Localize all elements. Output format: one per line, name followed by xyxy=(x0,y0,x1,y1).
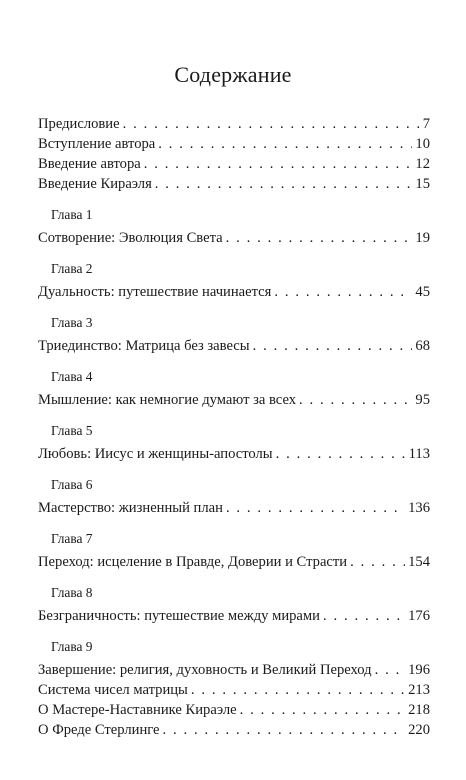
dot-leader xyxy=(226,498,405,518)
dot-leader xyxy=(158,134,412,154)
toc-entry-page: 113 xyxy=(408,446,430,462)
toc-entry-label: Мастерство: жизненный план xyxy=(38,500,223,516)
dot-leader xyxy=(226,228,413,248)
toc-entry-page: 196 xyxy=(408,662,430,678)
toc-entry-label: Система чисел матрицы xyxy=(38,682,188,698)
toc-entry-page: 95 xyxy=(415,392,430,408)
toc-entry-chapter-5[interactable] xyxy=(38,444,430,464)
toc-entry-label: О Мастере-Наставнике Кираэле xyxy=(38,702,237,718)
chapter-heading: Глава 9 xyxy=(51,639,93,654)
toc-entry-label: Триединство: Матрица без завесы xyxy=(38,338,250,354)
toc-entry-page: 220 xyxy=(408,722,430,738)
toc-entry-label: Предисловие xyxy=(38,116,120,132)
toc-entry-page: 7 xyxy=(422,116,430,132)
toc-entry-about-kirael[interactable] xyxy=(38,700,430,720)
dot-leader xyxy=(299,390,412,410)
page-title: Содержание xyxy=(174,62,292,87)
toc-entry-matrix-number-system[interactable] xyxy=(38,680,430,700)
toc-entry-page: 213 xyxy=(408,682,430,698)
toc-entry-kirael-introduction[interactable] xyxy=(38,174,430,194)
chapter-heading: Глава 6 xyxy=(51,477,93,492)
toc-entry-chapter-6[interactable] xyxy=(38,498,430,518)
toc-entry-label: Дуальность: путешествие начинается xyxy=(38,284,272,300)
dot-leader xyxy=(375,660,406,680)
toc-entry-label: Вступление автора xyxy=(38,136,156,152)
toc-entry-chapter-9[interactable] xyxy=(38,660,430,680)
dot-leader xyxy=(144,154,413,174)
toc-entry-page: 154 xyxy=(408,554,430,570)
toc-entry-page: 218 xyxy=(408,702,430,718)
chapter-heading: Глава 1 xyxy=(51,207,93,222)
toc-entry-label: Сотворение: Эволюция Света xyxy=(38,230,223,246)
dot-leader xyxy=(191,680,405,700)
dot-leader xyxy=(350,552,405,572)
chapter-heading: Глава 5 xyxy=(51,423,93,438)
toc-entry-label: О Фреде Стерлинге xyxy=(38,722,160,738)
chapter-heading: Глава 3 xyxy=(51,315,93,330)
toc-entry-page: 10 xyxy=(415,136,430,152)
chapter-heading: Глава 4 xyxy=(51,369,93,384)
toc-entry-page: 12 xyxy=(415,156,430,172)
toc-entry-page: 176 xyxy=(408,608,430,624)
toc-entry-chapter-8[interactable] xyxy=(38,606,430,626)
dot-leader xyxy=(323,606,405,626)
toc-entry-preface[interactable] xyxy=(38,114,430,134)
dot-leader xyxy=(155,174,413,194)
toc-entry-label: Введение автора xyxy=(38,156,141,172)
toc-entry-chapter-7[interactable] xyxy=(38,552,430,572)
toc-entry-page: 19 xyxy=(415,230,430,246)
toc-entry-author-foreword[interactable] xyxy=(38,134,430,154)
toc-entry-label: Любовь: Иисус и женщины-апостолы xyxy=(38,446,273,462)
dot-leader xyxy=(276,444,406,464)
dot-leader xyxy=(240,700,406,720)
chapter-heading: Глава 8 xyxy=(51,585,93,600)
chapter-heading: Глава 7 xyxy=(51,531,93,546)
toc-entry-chapter-2[interactable] xyxy=(38,282,430,302)
toc-entry-about-fred-sterling[interactable] xyxy=(38,720,430,740)
toc-entry-author-introduction[interactable] xyxy=(38,154,430,174)
toc-entry-label: Безграничность: путешествие между мирами xyxy=(38,608,320,624)
toc-entry-page: 136 xyxy=(408,500,430,516)
toc-entry-label: Переход: исцеление в Правде, Доверии и Страсти xyxy=(38,554,348,570)
dot-leader xyxy=(274,282,412,302)
dot-leader xyxy=(123,114,420,134)
toc-entry-page: 68 xyxy=(415,338,430,354)
toc-entry-page: 15 xyxy=(415,176,430,192)
toc-entry-chapter-1[interactable] xyxy=(38,228,430,248)
toc-entry-label: Завершение: религия, духовность и Великий Переход xyxy=(38,662,372,678)
toc-entry-label: Мышление: как немногие думают за всех xyxy=(38,392,297,408)
table-of-contents xyxy=(38,114,430,740)
dot-leader xyxy=(163,720,406,740)
chapter-heading: Глава 2 xyxy=(51,261,93,276)
toc-entry-chapter-4[interactable] xyxy=(38,390,430,410)
toc-entry-chapter-3[interactable] xyxy=(38,336,430,356)
toc-entry-label: Введение Кираэля xyxy=(38,176,152,192)
toc-entry-page: 45 xyxy=(415,284,430,300)
dot-leader xyxy=(253,336,413,356)
